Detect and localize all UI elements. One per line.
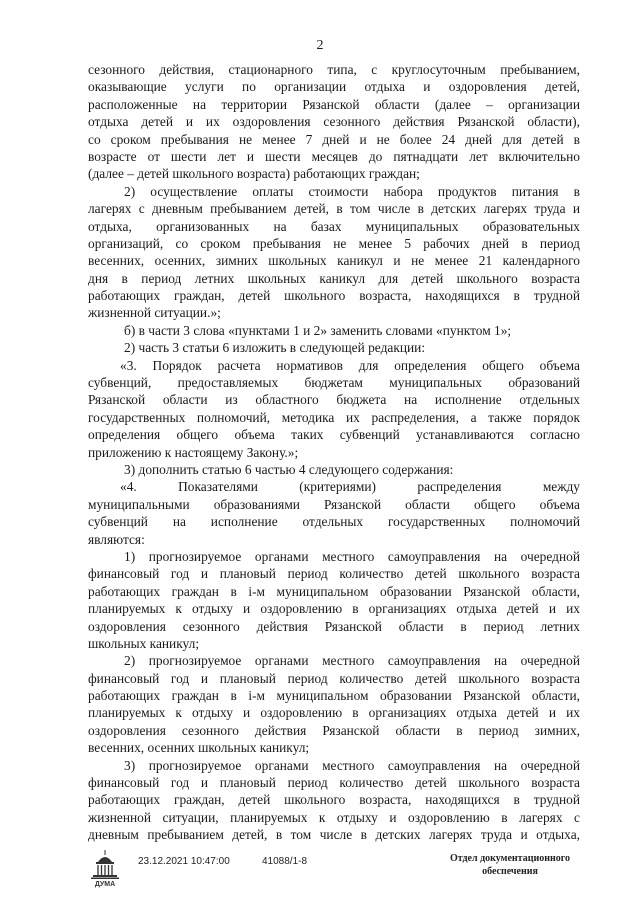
text-line: финансовый год и плановый период количество детей школьного возраста: [88, 670, 580, 686]
text-line: муниципальными образованиями Рязанской области общего объема: [88, 496, 580, 512]
registration-number: 41088/1-8: [262, 856, 308, 867]
text-line: весенних, осенних школьных каникул;: [88, 740, 310, 756]
footer-stamp: [0, 848, 640, 898]
text-line: весенних, осенних, зимних школьных каникул и не менее 21 календарного: [88, 253, 580, 269]
text-line: планируемых к отдыху и оздоровлению в организациях отдыха детей и их: [88, 705, 580, 721]
text-line: «4. Показателями (критериями) распределения между: [120, 479, 580, 495]
text-line: лагерях с дневным пребыванием детей, в том числе в детских лагерях труда и: [88, 201, 580, 217]
text-line: планируемых к отдыху и оздоровлению в организациях отдыха детей и их: [88, 601, 580, 617]
text-line: возрасте от шести лет и шести месяцев до пятнадцати лет включительно: [88, 148, 580, 164]
text-line: 2) часть 3 статьи 6 изложить в следующей редакции:: [124, 340, 426, 356]
logo-text: ДУМА: [94, 881, 116, 888]
text-line: 1) прогнозируемое органами местного самоуправления на очередной: [124, 548, 580, 564]
text-line: Рязанской области из областного бюджета на исполнение отдельных: [88, 392, 580, 408]
text-line: отдыха детей и их оздоровления сезонного действия Рязанской области),: [88, 114, 580, 130]
text-line: (далее – детей школьного возраста) работающих граждан;: [88, 166, 420, 182]
text-line: жизненной ситуации, планируемых к отдыху и оздоровлению в лагерях с: [88, 809, 580, 825]
text-line: школьных каникул;: [88, 635, 200, 651]
text-line: организаций, со сроком пребывания не менее 5 рабочих дней в период: [88, 235, 580, 251]
text-line: государственных полномочий, методика их распределения, а также порядок: [88, 409, 580, 425]
text-line: дневным пребыванием детей, в том числе в детских лагерях труда и отдыха,: [88, 827, 580, 843]
text-line: со сроком пребывания не менее 7 дней и не более 24 дней для детей в: [88, 131, 580, 147]
text-line: субвенций на исполнение отдельных государственных полномочий: [88, 514, 580, 530]
text-line: финансовый год и плановый период количество детей школьного возраста: [88, 775, 580, 791]
department-line-2: обеспечения: [482, 866, 538, 877]
text-line: определения общего объема таких субвенций устанавливаются согласно: [88, 427, 580, 443]
text-line: работающих граждан в i-м муниципальном образовании Рязанской области,: [88, 688, 580, 704]
text-line: 2) прогнозируемое органами местного самоуправления на очередной: [124, 653, 580, 669]
text-line: дня в период летних школьных каникул для детей школьного возраста: [88, 270, 580, 286]
text-line: 3) дополнить статью 6 частью 4 следующего содержания:: [124, 461, 454, 477]
text-line: сезонного действия, стационарного типа, с круглосуточным пребыванием,: [88, 62, 580, 77]
text-line: жизненной ситуации.»;: [88, 305, 221, 321]
department-stamp: [430, 852, 590, 878]
text-line: отдыха, организованных на базах муниципальных образовательных: [88, 218, 580, 234]
text-line: оздоровления сезонного действия Рязанской области в период летних: [88, 618, 580, 634]
document-body: [88, 61, 580, 844]
text-line: «3. Порядок расчета нормативов для определения общего объема: [120, 357, 580, 373]
page-number: 2: [316, 38, 324, 53]
text-line: финансовый год и плановый период количество детей школьного возраста: [88, 566, 580, 582]
text-line: оздоровления сезонного действия Рязанской области в период зимних,: [88, 722, 580, 738]
text-line: работающих граждан в i-м муниципальном образовании Рязанской области,: [88, 583, 580, 599]
text-line: являются:: [88, 531, 145, 547]
duma-logo-icon: [88, 848, 122, 888]
text-line: работающих граждан, детей школьного возраста, находящихся в трудной: [88, 792, 580, 808]
registration-timestamp: 23.12.2021 10:47:00: [138, 856, 230, 867]
text-line: субвенций, предоставляемых бюджетам муниципальных образований: [88, 375, 580, 391]
text-line: расположенные на территории Рязанской области (далее – организации: [88, 96, 580, 112]
text-line: приложению к настоящему Закону.»;: [88, 444, 299, 460]
text-line: 3) прогнозируемое органами местного самоуправления на очередной: [124, 757, 580, 773]
text-line: 2) осуществление оплаты стоимости набора продуктов питания в: [124, 183, 580, 199]
department-line-1: Отдел документационного: [449, 853, 571, 864]
text-line: б) в части 3 слова «пунктами 1 и 2» заменить словами «пунктом 1»;: [124, 322, 512, 338]
text-line: работающих граждан, детей школьного возраста, находящихся в трудной: [88, 288, 580, 304]
text-line: оказывающие услуги по организации отдыха и оздоровления детей,: [88, 79, 580, 95]
